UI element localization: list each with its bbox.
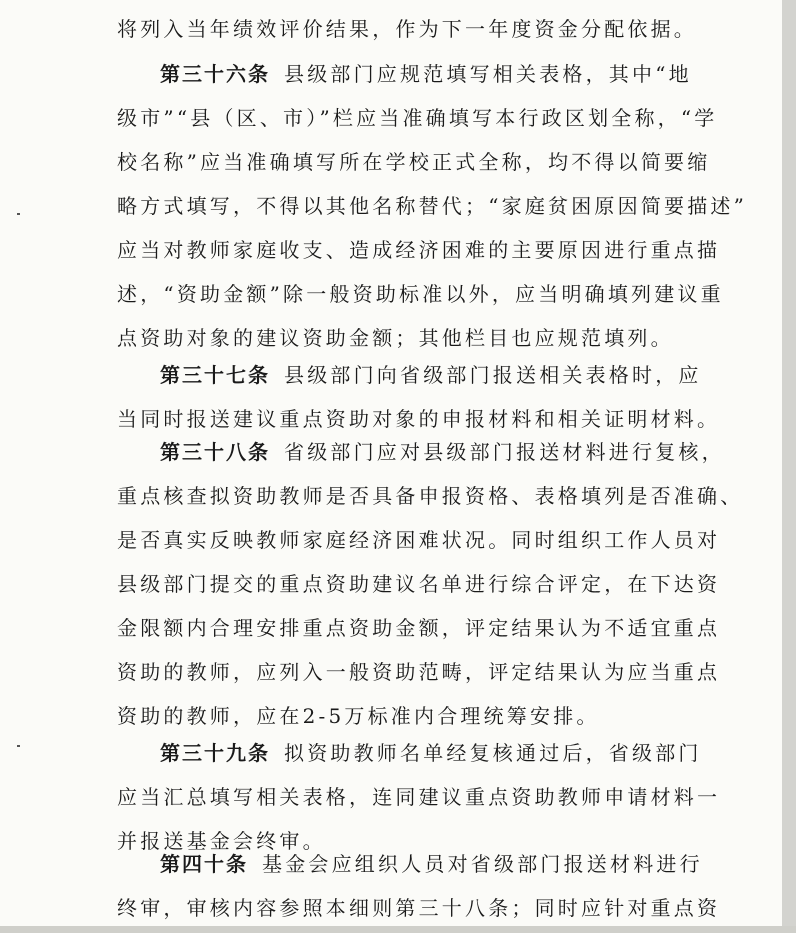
text-line: 并报送基金会终审。: [117, 829, 326, 853]
text-line: 应当对教师家庭收支、造成经济困难的主要原因进行重点描: [117, 238, 721, 262]
text-line: 重点核查拟资助教师是否具备申报资格、表格填列是否准确、: [117, 484, 744, 508]
article-heading: 第三十六条: [160, 62, 270, 86]
article-40: [160, 849, 703, 879]
article-39: [160, 738, 702, 768]
article-heading: 第三十九条: [160, 741, 270, 765]
article-text: 县级部门应规范填写相关表格，其中“地: [284, 62, 692, 86]
text-line: 金限额内合理安排重点资助金额，评定结果认为不适宜重点: [117, 616, 721, 640]
article-text: 省级部门应对县级部门报送材料进行复核，: [284, 440, 725, 464]
text-line: 资助的教师，应在2-5万标准内合理统筹安排。: [117, 704, 600, 728]
text-line: 略方式填写，不得以其他名称替代；“家庭贫困原因简要描述”: [117, 194, 748, 218]
text-line: 应当汇总填写相关表格，连同建议重点资助教师申请材料一: [117, 785, 721, 809]
text-line: 将列入当年绩效评价结果，作为下一年度资金分配依据。: [117, 17, 697, 41]
text-line: 述，“资助金额”除一般资助标准以外，应当明确填列建议重: [117, 282, 724, 306]
scan-speck: [17, 213, 20, 215]
article-heading: 第三十八条: [160, 440, 270, 464]
text-line: 县级部门提交的重点资助建议名单进行综合评定，在下达资: [117, 572, 721, 596]
article-text: 基金会应组织人员对省级部门报送材料进行: [262, 852, 703, 876]
page-edge-bottom: [0, 926, 796, 933]
article-heading: 第三十七条: [160, 363, 270, 387]
article-38: [160, 437, 725, 467]
text-line: 点资助对象的建议资助金额；其他栏目也应规范填列。: [117, 326, 674, 350]
text-line: 校名称”应当准确填写所在学校正式全称，均不得以简要缩: [117, 150, 711, 174]
text-line: 级市”“县（区、市）”栏应当准确填写本行政区划全称，“学: [117, 106, 718, 130]
article-36: [160, 59, 692, 89]
text-line: 当同时报送建议重点资助对象的申报材料和相关证明材料。: [117, 407, 721, 431]
scan-speck: [17, 745, 20, 747]
article-heading: 第四十条: [160, 852, 248, 876]
text-line: 资助的教师，应列入一般资助范畴，评定结果认为应当重点: [117, 660, 721, 684]
text-line: 是否真实反映教师家庭经济困难状况。同时组织工作人员对: [117, 528, 721, 552]
text-line: 终审，审核内容参照本细则第三十八条；同时应针对重点资: [117, 896, 721, 920]
page-edge-right: [782, 0, 796, 933]
article-text: 拟资助教师名单经复核通过后，省级部门: [284, 741, 702, 765]
article-37: [160, 360, 702, 390]
article-text: 县级部门向省级部门报送相关表格时，应: [284, 363, 702, 387]
